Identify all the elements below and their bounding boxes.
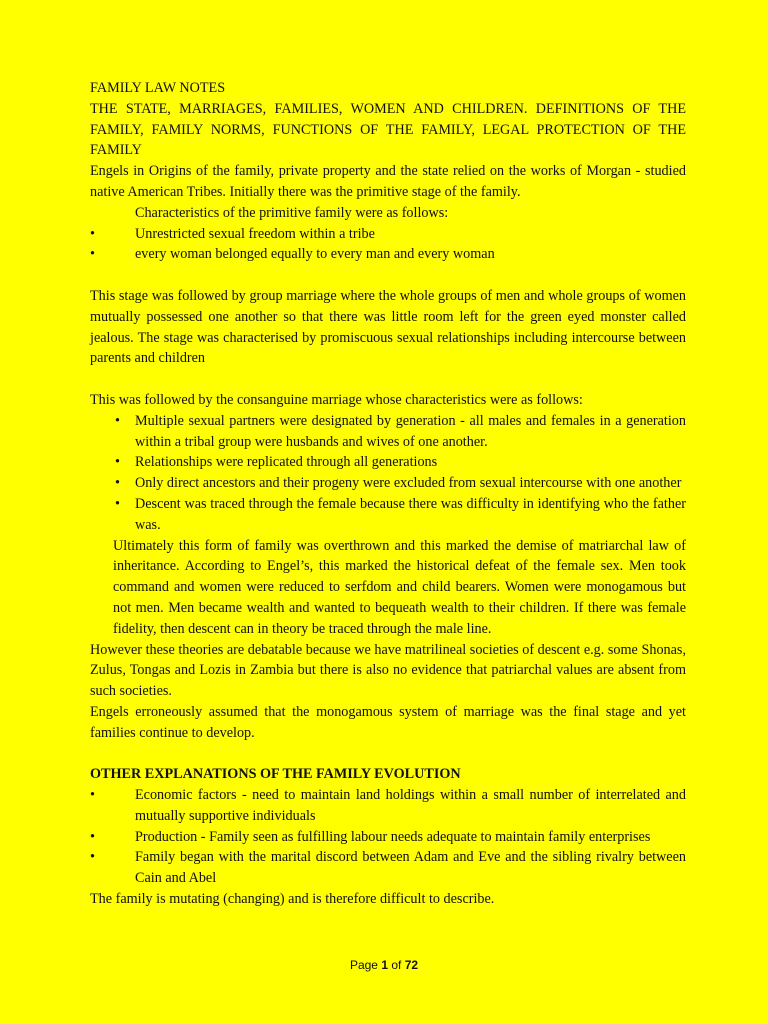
primitive-lead: Characteristics of the primitive family were as follows:	[135, 204, 449, 221]
bullet-icon: •	[90, 828, 95, 845]
consanguine-bullet-list	[90, 411, 686, 536]
bullet-icon: •	[90, 225, 95, 242]
debatable-paragraph: However these theories are debatable because we have matrilineal societies of descent e.g. some Shonas, Zulus, Tongas and Lozis in Zambia but there is also no evidence that patriarchal values are absent from such societies.	[90, 641, 686, 700]
list-item: • Production - Family seen as fulfilling labour needs adequate to maintain family enterprises	[90, 827, 686, 848]
list-item: • Unrestricted sexual freedom within a tribe	[90, 224, 686, 245]
other-bullet-list	[90, 785, 686, 889]
list-item: • Descent was traced through the female because there was difficulty in identifying who the father was.	[115, 495, 686, 533]
list-item: • Family began with the marital discord between Adam and Eve and the sibling rivalry between Cain and Abel	[90, 849, 686, 887]
bullet-icon: •	[115, 495, 120, 512]
section-heading: OTHER EXPLANATIONS OF THE FAMILY EVOLUTION	[90, 766, 461, 783]
consanguine-lead: This was followed by the consanguine marriage whose characteristics were as follows:	[90, 391, 583, 408]
doc-subtitle: THE STATE, MARRIAGES, FAMILIES, WOMEN AND CHILDREN. DEFINITIONS OF THE FAMILY, FAMILY NORMS, FUNCTIONS OF THE FAMILY, LEGAL PROTECTION OF THE FAMILY	[90, 100, 686, 159]
list-item: • Multiple sexual partners were designated by generation - all males and females in a generation within a tribal group were husbands and wives of one another.	[115, 412, 686, 450]
list-item: • every woman belonged equally to every man and every woman	[90, 244, 686, 265]
list-item: • Only direct ancestors and their progeny were excluded from sexual intercourse with one another	[90, 473, 686, 494]
bullet-icon: •	[115, 412, 120, 429]
intro-paragraph: Engels in Origins of the family, private property and the state relied on the works of Morgan - studied native American Tribes. Initially there was the primitive stage of the family.	[90, 163, 686, 200]
bullet-icon: •	[90, 787, 95, 804]
overthrown-paragraph: Ultimately this form of family was overthrown and this marked the demise of matriarchal law of inheritance. According to Engel’s, this marked the historical defeat of the female sex. Men took command and women were reduced to serfdom and child bearers. Women were monogamous but not men. Men became wealth and wanted to bequeath wealth to their children. If there was female fidelity, then descent can in theory be traced through the male line.	[113, 537, 686, 637]
primitive-bullet-list	[90, 224, 686, 266]
closing-paragraph: The family is mutating (changing) and is therefore difficult to describe.	[90, 891, 495, 908]
list-item: • Economic factors - need to maintain land holdings within a small number of interrelated and mutually supportive individuals	[90, 787, 686, 824]
bullet-icon: •	[115, 475, 120, 492]
bullet-icon: •	[90, 849, 95, 866]
doc-title: FAMILY LAW NOTES	[90, 80, 226, 96]
bullet-icon: •	[115, 454, 120, 471]
bullet-icon: •	[90, 246, 95, 263]
list-item: • Relationships were replicated through all generations	[90, 452, 686, 473]
group-marriage-paragraph: This stage was followed by group marriage where the whole groups of men and whole groups of women mutually possessed one another so that there was little room left for the green eyed monster called jealous. The stage was characterised by promiscuous sexual relationships including intercourse between parents and children	[90, 287, 686, 367]
page-footer: Page 1 of 72	[349, 958, 419, 972]
total-page-count: 72	[404, 958, 419, 972]
document-body	[90, 78, 686, 910]
erroneous-paragraph: Engels erroneously assumed that the monogamous system of marriage was the final stage and yet families continue to develop.	[90, 703, 686, 741]
current-page-number: 1	[381, 958, 388, 972]
